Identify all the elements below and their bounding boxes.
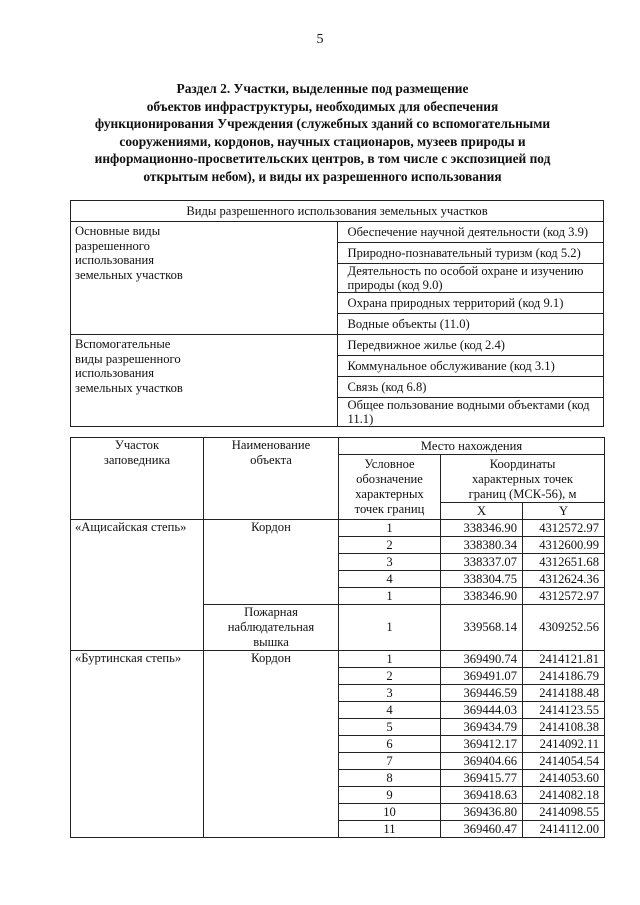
text-line: Кордон xyxy=(251,651,291,665)
text-line: вышка xyxy=(253,635,289,649)
point-number: 4 xyxy=(339,571,441,588)
y-coordinate: 2414188.48 xyxy=(523,685,605,702)
point-number: 3 xyxy=(339,685,441,702)
y-coordinate: 4312624.36 xyxy=(523,571,605,588)
land-use-item: Общее пользование водными объектами (код 11.1) xyxy=(337,398,604,427)
object-name xyxy=(204,605,339,651)
y-coordinate: 4312600.99 xyxy=(523,537,605,554)
x-coordinate: 338304.75 xyxy=(441,571,523,588)
x-coordinate: 338337.07 xyxy=(441,554,523,571)
coordinate-row xyxy=(71,651,605,668)
x-coordinate: 369418.63 xyxy=(441,787,523,804)
land-use-category xyxy=(71,335,338,427)
land-use-row xyxy=(71,222,604,243)
land-use-row xyxy=(71,335,604,356)
x-coordinate: 369434.79 xyxy=(441,719,523,736)
heading-line: информационно-просветительских центров, в том числе с экспозицией под xyxy=(94,151,551,166)
x-coordinate: 369491.07 xyxy=(441,668,523,685)
y-coordinate: 2414123.55 xyxy=(523,702,605,719)
land-use-item: Охрана природных территорий (код 9.1) xyxy=(337,293,604,314)
y-coordinate: 2414186.79 xyxy=(523,668,605,685)
page-number: 5 xyxy=(316,32,324,47)
coordinate-row xyxy=(71,520,605,537)
y-coordinate: 2414092.11 xyxy=(523,736,605,753)
y-coordinate: 4312651.68 xyxy=(523,554,605,571)
text-line: земельных участков xyxy=(75,267,183,282)
x-coordinate: 369444.03 xyxy=(441,702,523,719)
x-coordinate: 338346.90 xyxy=(441,588,523,605)
text-line: Пожарная xyxy=(244,605,298,619)
text-line: использования xyxy=(75,366,155,380)
y-column-header: Y xyxy=(523,503,605,520)
land-use-item: Водные объекты (11.0) xyxy=(337,314,604,335)
x-coordinate: 369460.47 xyxy=(441,821,523,838)
point-number: 1 xyxy=(339,588,441,605)
y-coordinate: 4312572.97 xyxy=(523,588,605,605)
location-column-header: Место нахождения xyxy=(339,438,605,455)
land-use-table-body xyxy=(71,222,604,427)
point-number: 6 xyxy=(339,736,441,753)
x-coordinate: 339568.14 xyxy=(441,605,523,651)
x-coordinate: 338380.34 xyxy=(441,537,523,554)
y-coordinate: 4312572.97 xyxy=(523,520,605,537)
land-use-item: Обеспечение научной деятельности (код 3.9) xyxy=(337,222,604,243)
x-coordinate: 369412.17 xyxy=(441,736,523,753)
y-coordinate: 4309252.56 xyxy=(523,605,605,651)
point-number: 10 xyxy=(339,804,441,821)
object-name xyxy=(204,520,339,605)
land-use-item: Деятельность по особой охране и изучению природы (код 9.0) xyxy=(337,264,604,293)
land-use-item: Природно-познавательный туризм (код 5.2) xyxy=(337,243,604,264)
object-column-header: Наименование объекта xyxy=(204,438,339,520)
point-number: 1 xyxy=(339,520,441,537)
point-number: 3 xyxy=(339,554,441,571)
text-line: виды разрешенного xyxy=(75,351,181,366)
point-number: 11 xyxy=(339,821,441,838)
y-coordinate: 2414121.81 xyxy=(523,651,605,668)
x-coordinate: 369415.77 xyxy=(441,770,523,787)
point-number: 2 xyxy=(339,668,441,685)
point-number: 8 xyxy=(339,770,441,787)
text-line: наблюдательная xyxy=(227,620,315,634)
y-coordinate: 2414082.18 xyxy=(523,787,605,804)
text-line: Вспомогательные xyxy=(75,337,171,351)
y-coordinate: 2414054.54 xyxy=(523,753,605,770)
land-use-table-header: Виды разрешенного использования земельных участков xyxy=(71,201,604,222)
y-coordinate: 2414108.38 xyxy=(523,719,605,736)
section-heading xyxy=(70,80,575,185)
y-coordinate: 2414112.00 xyxy=(523,821,605,838)
point-number: 1 xyxy=(339,651,441,668)
x-coordinate: 338346.90 xyxy=(441,520,523,537)
heading-line: открытым небом), и виды их разрешенного использования xyxy=(143,168,502,184)
text-line: Кордон xyxy=(251,520,291,534)
point-number: 2 xyxy=(339,537,441,554)
land-use-category xyxy=(71,222,338,335)
text-line: Основные виды xyxy=(75,224,161,238)
text-line: земельных участков xyxy=(75,380,183,395)
location-table xyxy=(70,437,605,838)
y-coordinate: 2414053.60 xyxy=(523,770,605,787)
heading-line: функционирования Учреждения (служебных зданий со вспомогательными xyxy=(94,116,551,131)
heading-line: объектов инфраструктуры, необходимых для обеспечения xyxy=(146,98,499,114)
point-column-header: Условное обозначение характерных точек границ xyxy=(339,455,441,520)
land-use-item: Связь (код 6.8) xyxy=(337,377,604,398)
x-coordinate: 369490.74 xyxy=(441,651,523,668)
text-line: использования xyxy=(75,253,155,267)
heading-line: сооружениями, кордонов, научных стационаров, музеев природы и xyxy=(119,133,526,149)
object-name xyxy=(204,651,339,838)
point-number: 9 xyxy=(339,787,441,804)
site-name: «Ащисайская степь» xyxy=(71,520,204,651)
location-table-body xyxy=(71,520,605,838)
land-use-table xyxy=(70,200,604,427)
x-coordinate: 369404.66 xyxy=(441,753,523,770)
x-coordinate: 369436.80 xyxy=(441,804,523,821)
site-name: «Буртинская степь» xyxy=(71,651,204,838)
x-coordinate: 369446.59 xyxy=(441,685,523,702)
point-number: 1 xyxy=(339,605,441,651)
heading-line: Раздел 2. Участки, выделенные под размещение xyxy=(176,81,469,96)
land-use-item: Коммунальное обслуживание (код 3.1) xyxy=(337,356,604,377)
land-use-item: Передвижное жилье (код 2.4) xyxy=(337,335,604,356)
y-coordinate: 2414098.55 xyxy=(523,804,605,821)
x-column-header: X xyxy=(441,503,523,520)
point-number: 4 xyxy=(339,702,441,719)
point-number: 5 xyxy=(339,719,441,736)
point-number: 7 xyxy=(339,753,441,770)
coords-column-header: Координаты характерных точек границ (МСК-56), м xyxy=(441,455,605,503)
site-column-header: Участок заповедника xyxy=(71,438,204,520)
text-line: разрешенного xyxy=(75,238,150,253)
